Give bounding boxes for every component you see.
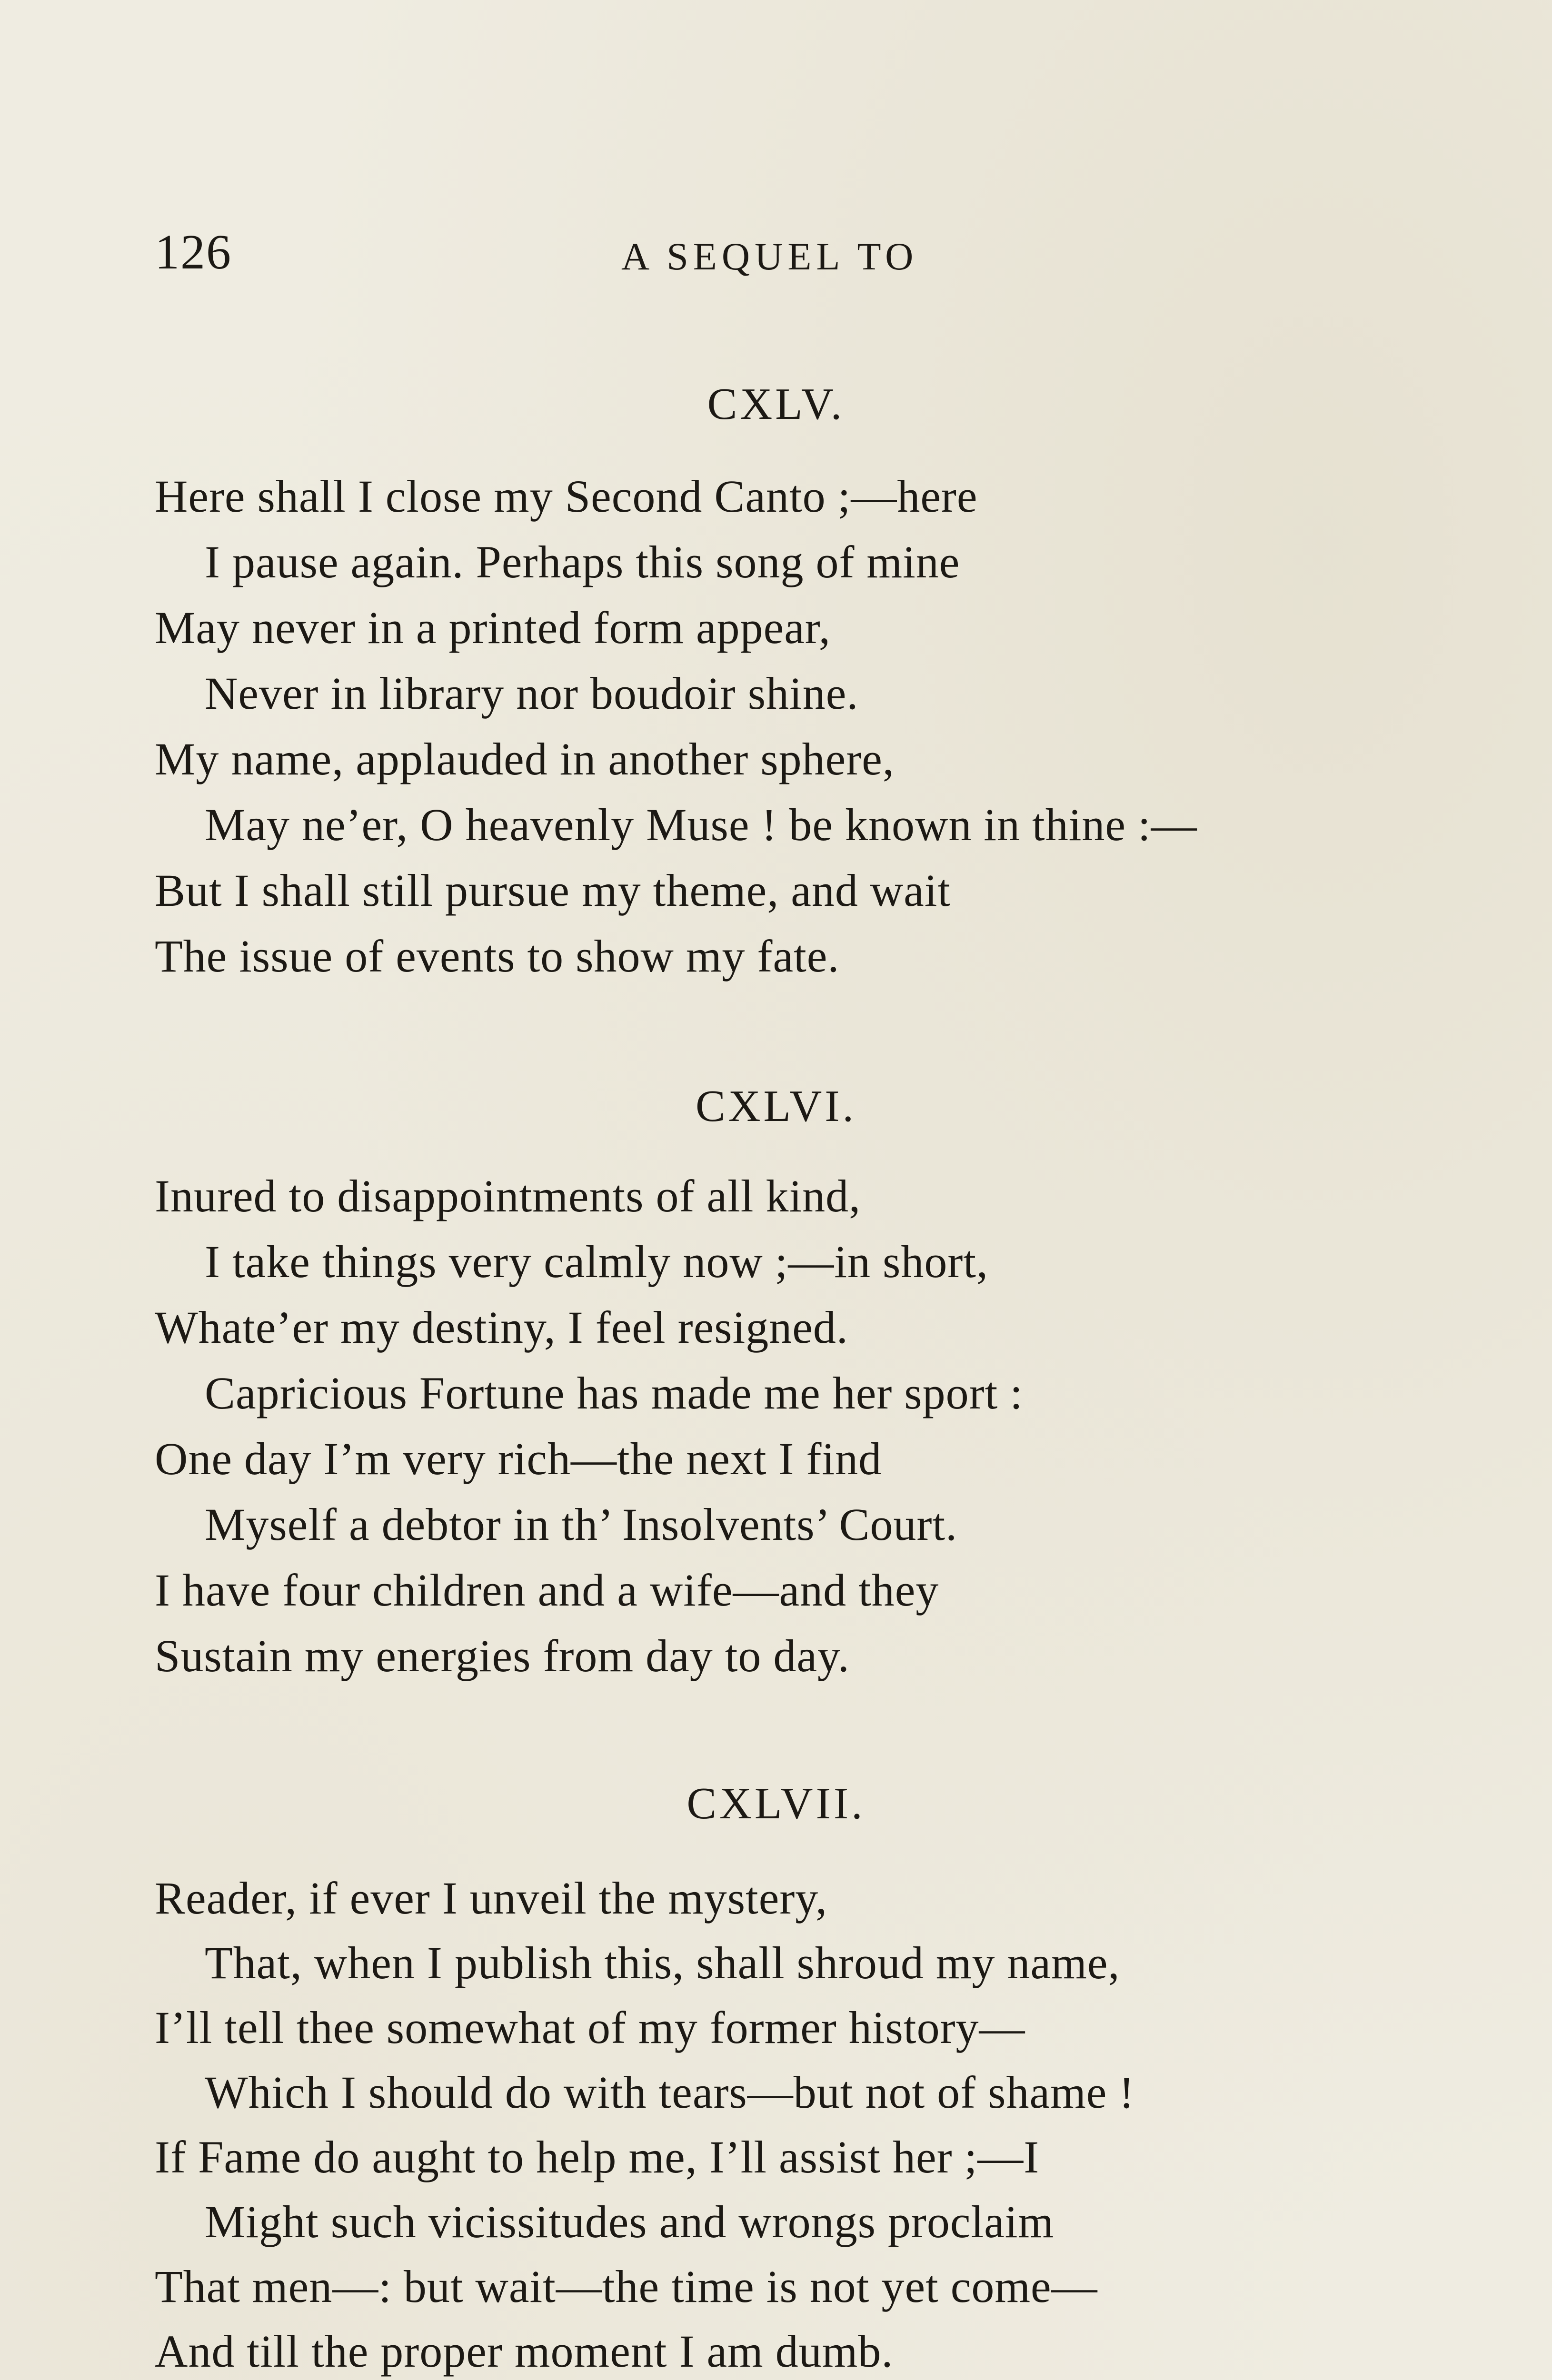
verse-line: Capricious Fortune has made me her sport : [205, 1368, 1023, 1418]
page-header [155, 224, 1397, 286]
verse-line: The issue of events to show my fate. [155, 931, 840, 982]
verse-line: And till the proper moment I am dumb. [155, 2326, 894, 2377]
verse-line: One day I’m very rich—the next I find [155, 1433, 882, 1484]
verse-line: That men—: but wait—the time is not yet come— [155, 2261, 1098, 2312]
stanza-heading-cxlvi: CXLVI. [695, 1081, 857, 1131]
verse-line: I take things very calmly now ;—in short, [205, 1236, 989, 1287]
verse-line: My name, applauded in another sphere, [155, 734, 895, 784]
verse-line: Inured to disappointments of all kind, [155, 1170, 861, 1221]
verse-line: May ne’er, O heavenly Muse ! be known in thine :— [205, 799, 1197, 850]
verse-line: Never in library nor boudoir shine. [205, 668, 859, 719]
verse-line: Might such vicissitudes and wrongs proclaim [205, 2196, 1055, 2247]
verse-line: Sustain my energies from day to day. [155, 1630, 850, 1681]
verse-line: Reader, if ever I unveil the mystery, [155, 1873, 828, 1924]
verse-line: Myself a debtor in th’ Insolvents’ Court. [205, 1499, 958, 1550]
verse-line: Here shall I close my Second Canto ;—here [155, 471, 978, 522]
verse-line: I pause again. Perhaps this song of mine [205, 536, 960, 587]
running-title: A SEQUEL TO [621, 235, 918, 278]
verse-line: Whate’er my destiny, I feel resigned. [155, 1302, 848, 1353]
verse-line: That, when I publish this, shall shroud my name, [205, 1937, 1120, 1988]
verse-line: But I shall still pursue my theme, and wait [155, 865, 951, 916]
verse-line: Which I should do with tears—but not of shame ! [205, 2067, 1135, 2118]
page-number: 126 [155, 225, 232, 279]
verse-line: I’ll tell thee somewhat of my former history— [155, 2002, 1025, 2053]
stanza-heading-cxlv: CXLV. [707, 379, 845, 429]
verse-line: May never in a printed form appear, [155, 602, 831, 653]
verse-line: I have four children and a wife—and they [155, 1565, 939, 1616]
stanza-heading-cxlvii: CXLVII. [686, 1779, 866, 1828]
verse-line: If Fame do aught to help me, I’ll assist her ;—I [155, 2132, 1040, 2182]
